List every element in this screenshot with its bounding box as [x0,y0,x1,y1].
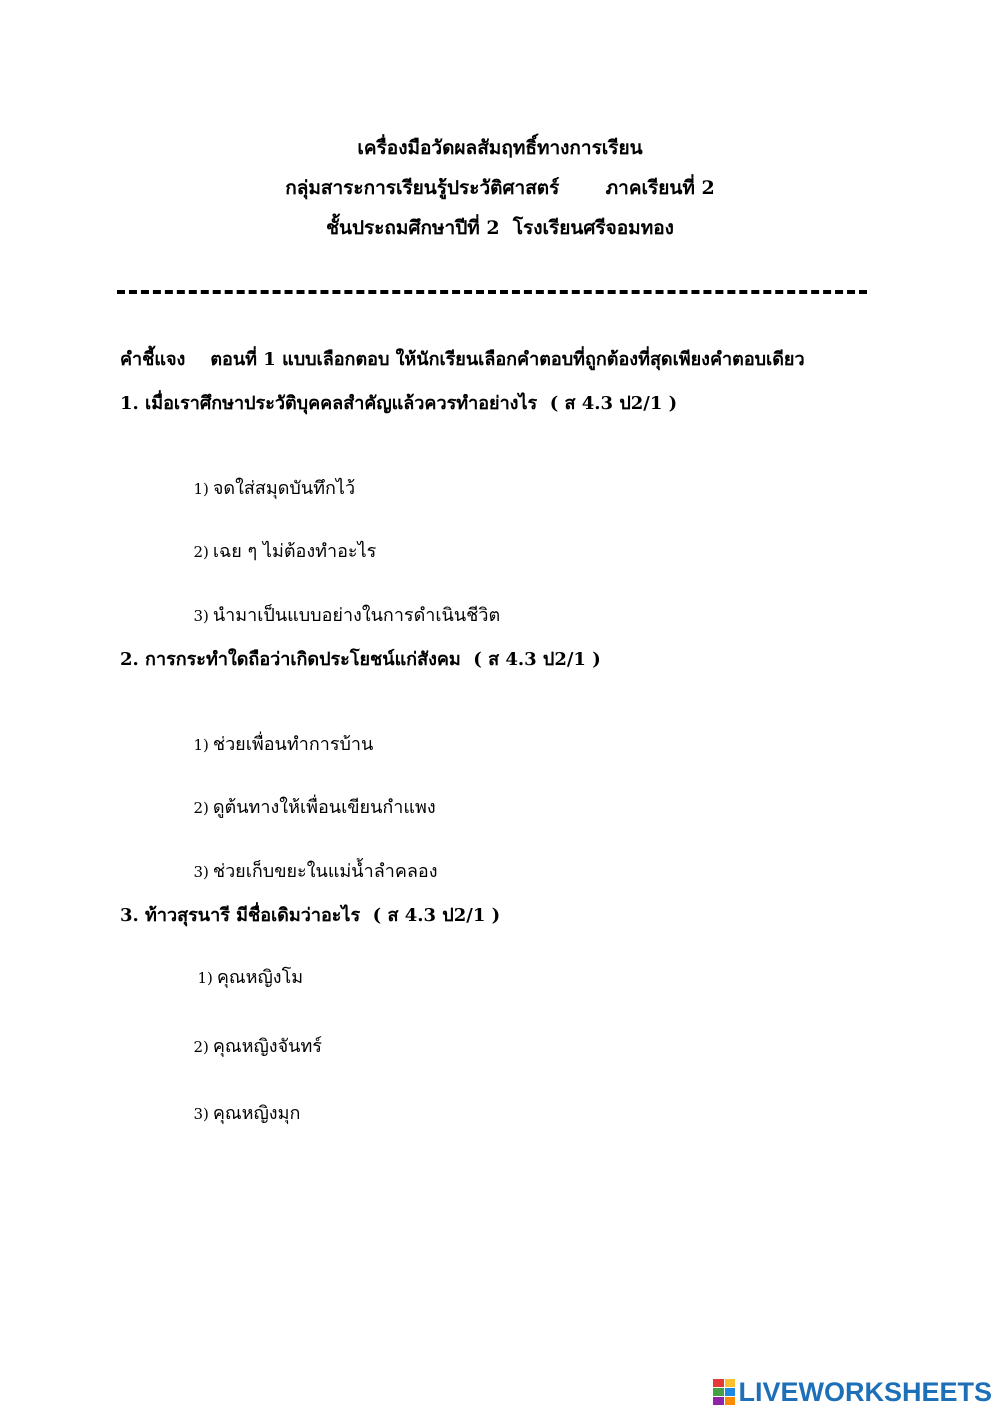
header-school: ชั้นประถมศึกษาปีที่ 2 โรงเรียนศรีจอมทอง [326,217,674,239]
option-number: 2) [193,799,209,817]
option-text: ดูต้นทางให้เพื่อนเขียนกำแพง [212,797,436,818]
logo-mark-icon [713,1379,735,1405]
option-number: 1) [193,480,209,498]
question-3: 3. ท้าวสุรนารี มีชื่อเดิมว่าอะไร ( ส 4.3 ป2/1 ) [120,905,501,926]
option-text: นำมาเป็นแบบอย่างในการดำเนินชีวิต [212,605,501,626]
question-1-option-1[interactable] [182,452,355,502]
question-3-option-3[interactable] [182,1077,300,1127]
question-2-option-1[interactable] [182,708,373,758]
option-text: จดใส่สมุดบันทึกไว้ [212,478,356,499]
question-2-option-2[interactable] [182,771,436,821]
option-text: เฉย ๆ ไม่ต้องทำอะไร [212,541,377,562]
option-text: ช่วยเพื่อนทำการบ้าน [212,734,374,755]
option-text: คุณหญิงจันทร์ [212,1036,322,1057]
option-text: คุณหญิงมุก [212,1103,301,1124]
header-subject: กลุ่มสาระการเรียนรู้ประวัติศาสตร์ ภาคเรียนที่ 2 [285,177,715,199]
option-number: 3) [193,1105,209,1123]
instructions: คำชี้แจง ตอนที่ 1 แบบเลือกตอบ ให้นักเรียนเลือกคำตอบที่ถูกต้องที่สุดเพียงคำตอบเดียว [120,349,805,370]
option-number: 1) [197,969,213,987]
header-title: เครื่องมือวัดผลสัมฤทธิ์ทางการเรียน [357,137,643,159]
dashed-divider [117,290,867,294]
option-number: 3) [193,863,209,881]
logo-text: LIVEWORKSHEETS [738,1376,992,1407]
worksheet-header [0,128,1000,248]
option-number: 3) [193,607,209,625]
question-2: 2. การกระทำใดถือว่าเกิดประโยชน์แก่สังคม ( ส 4.3 ป2/1 ) [120,649,601,670]
question-1-option-2[interactable] [182,515,376,565]
option-text: ช่วยเก็บขยะในแม่น้ำลำคลอง [212,861,438,882]
option-text: คุณหญิงโม [216,967,304,988]
option-number: 2) [193,543,209,561]
question-2-option-3[interactable] [182,835,438,885]
liveworksheets-logo [713,1375,992,1409]
question-3-option-2[interactable] [182,1010,322,1060]
question-3-option-1[interactable] [186,941,303,991]
option-number: 2) [193,1038,209,1056]
question-1-option-3[interactable] [182,579,500,629]
question-1: 1. เมื่อเราศึกษาประวัติบุคคลสำคัญแล้วควรทำอย่างไร ( ส 4.3 ป2/1 ) [120,393,678,414]
option-number: 1) [193,736,209,754]
